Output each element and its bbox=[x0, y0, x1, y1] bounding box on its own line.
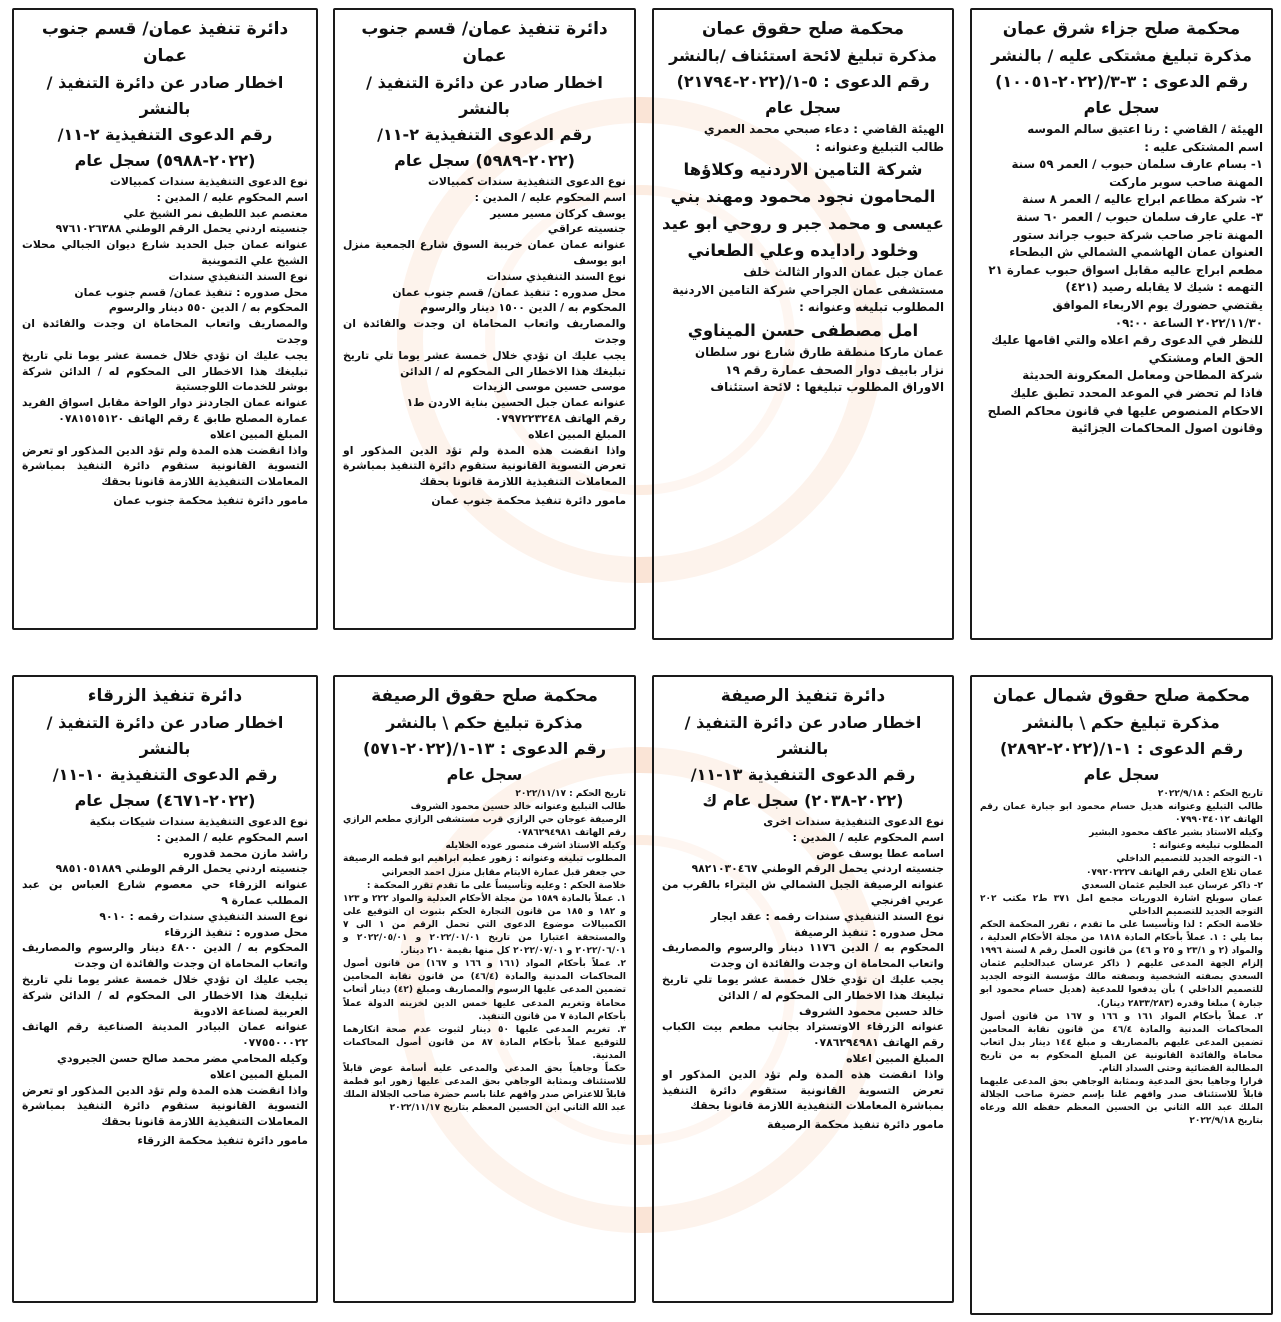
case-number: رقم الدعوى : ١٣-١/(٢٠٢٢-٥٧١) bbox=[362, 739, 607, 758]
case-number: رقم الدعوى التنفيذية ٢-١١/ bbox=[377, 125, 592, 144]
body-line: خالد حسين محمود الشروف bbox=[798, 1004, 944, 1018]
body-line: المبلغ المبين اعلاه bbox=[528, 427, 626, 441]
body-line: والمصاريف واتعاب المحاماة ان وجدت والفائدة ان وجدت bbox=[22, 317, 308, 346]
body-line: نوع الدعوى التنفيذية سندات كمبيالات bbox=[428, 175, 626, 188]
body-line: نوع السند التنفيذي سندات رقمه : عقد ايجار bbox=[710, 909, 944, 923]
notice-body bbox=[22, 814, 308, 1130]
body-line: عمان جبل عمان الدوار الثالث خلف bbox=[743, 265, 944, 280]
body-line: تاريخ الحكم : ٢٠٢٢/٩/١٨ bbox=[1157, 789, 1263, 799]
notice-title: محكمة صلح حقوق شمال عمان bbox=[992, 686, 1251, 706]
notice-zarqa-exec bbox=[12, 675, 318, 1303]
requester-name bbox=[662, 156, 944, 264]
body-line: ٢. عملاً بأحكام المواد ١٦١ و ١٦٦ و ١٦٧ من قانون أصول المحاكمات المدنية والمادة ٤٦/٤ من قانون نقابة المحامين تضمين المدعى عليهم بالمصاريف و مبلغ ١٤٤ دينار بدل اتعاب محاماة والفائدة القانونية عن المبلغ المحكوم به من تاريخ المطالبة القضائية وحتى السداد التام. bbox=[980, 1011, 1263, 1074]
body-line: عمان تلاع العلي رقم الهاتف ٠٧٩٢٠٢٢٢٧ bbox=[1085, 867, 1263, 878]
body-line: المبلغ المبين اعلاه bbox=[210, 1067, 308, 1081]
notice-subtitle: اخطار صادر عن دائرة التنفيذ / بالنشر bbox=[366, 73, 603, 118]
signature: مامور دائرة تنفيذ محكمة الرصيفة bbox=[767, 1118, 944, 1132]
body-line: المطلوب تبليغه وعنوانه : bbox=[1152, 841, 1263, 852]
registry: سجل عام bbox=[1083, 98, 1160, 117]
body-line: المبلغ المبين اعلاه bbox=[846, 1051, 944, 1065]
body-line: الرصيفة عوجان حي الرازي قرب مستشفى الرازي مطعم الرازي رقم الهاتف ٠٧٨٦٢٩٤٩٨١ bbox=[343, 815, 626, 839]
notice-title: محكمة صلح حقوق الرصيفة bbox=[371, 686, 598, 706]
body-line: ١- بسام عارف سلمان حبوب / العمر ٥٩ سنة bbox=[1011, 157, 1263, 172]
body-line: الاوراق المطلوب تبليغها : لائحة استئناف bbox=[710, 380, 944, 395]
registry: سجل عام bbox=[1083, 765, 1160, 784]
body-line: عمان ماركا منطقة طارق شارع نور سلطان bbox=[695, 344, 944, 359]
body-line: عنوانه عمان عمان خريبة السوق شارع الجمعية منزل ابو يوسف bbox=[343, 238, 626, 267]
body-line: المطلوب تبليغه وعنوانه : bbox=[799, 300, 944, 315]
body-line: ١. عملاً بالمادة ١٥٨٩ من مجلة الأحكام العدلية والمواد ٢٢٢ و ١٢٣ و ١٨٢ و ١٨٥ من قانون التجارة الحكم بثبوت ان التوقيع على الكمبيالات موضوع الدعوى التي تحمل الرقم من ١ الى ٧ والمستحقة اعتبارا من تاريخ ٢٠٢٢/٠١/٠١ و ٢٠٢٢/٠٥/٠١ و ٢٠٢٢/٠٦/٠١ و ٢٠٢٢/٠٧/٠١ كل منها بقيمة ٢١٠ دينار. bbox=[343, 893, 626, 957]
body-line: الهيئة القاضي : دعاء صبحي محمد العمري bbox=[703, 122, 944, 136]
registry: (٢٠٢٢-٥٩٨٨) سجل عام bbox=[74, 151, 256, 170]
case-number: رقم الدعوى : ٣-٣/(٢٠٢٢-١٠٠٥١) bbox=[995, 72, 1248, 91]
body-line: عنوانه الرصيفة الجبل الشمالي ش البتراء بالقرب من عربي افرنجي bbox=[662, 878, 944, 907]
body-line: المحكوم به / الدين ٥٥٠ دينار والرسوم bbox=[108, 301, 308, 315]
notice-subtitle: اخطار صادر عن دائرة التنفيذ / بالنشر bbox=[46, 73, 284, 118]
body-line: محل صدوره : تنفيذ الزرقاء bbox=[164, 925, 308, 939]
body-line: راشد مازن محمد قدوره bbox=[183, 846, 308, 860]
notice-body bbox=[343, 788, 626, 1115]
body-line: عنوانه الزرقاء الاوتستراد بجانب مطعم بيت الكباب رقم الهاتف ٠٧٨٦٢٩٤٩٨١ bbox=[662, 1020, 944, 1050]
registry: (٢٠٢٢-٤٦٧١) سجل عام bbox=[74, 791, 256, 810]
case-number: رقم الدعوى : ٥-١/(٢٠٢٢-٢١٧٩٤) bbox=[676, 72, 930, 91]
notice-body bbox=[343, 174, 626, 490]
body-line: جنسيته اردني يحمل الرقم الوطني ٩٨٥١٠٥١٨٨٩ bbox=[55, 862, 308, 876]
body-line: ٢. عملاً بأحكام المواد (١٦١ و ١٦٦ و ١٦٧) من قانون أصول المحاكمات المدنية والمادة (٤٦/٤) من قانون نقابة المحامين تضمين المدعى عليها الرسوم والمصاريف ومبلغ (٤٢) دينار أتعاب محاماة وتغريم المدعى عليها خمس الدين لخزينه الدولة عملاً بأحكام المادة ٧ من قانون التنفيذ. bbox=[343, 959, 626, 1022]
body-line: ١- التوجه الجديد للتصميم الداخلي bbox=[1116, 854, 1263, 865]
requester-line: عيسى و محمد جبر و روحي ابو عيد bbox=[662, 214, 944, 234]
notice-subtitle: مذكرة تبليغ حكم \ بالنشر bbox=[386, 713, 583, 732]
notice-sharq-amman bbox=[970, 8, 1273, 640]
body-line: ٣- علي عارف سلمان حبوب / العمر ٦٠ سنة bbox=[1016, 209, 1263, 224]
notice-subtitle: اخطار صادر عن دائرة التنفيذ / بالنشر bbox=[46, 713, 284, 758]
body-line: نوع السند التنفيذي سندات bbox=[168, 269, 308, 283]
body-line: طالب التبليغ وعنوانه : bbox=[815, 139, 944, 154]
body-line: عمان سويلح اشارة الدوريات مجمع امل ٣٧١ ط٢ مكتب ٢٠٢ التوجه الجديد للتصميم الداخلي bbox=[980, 893, 1263, 917]
notice-body bbox=[980, 121, 1263, 438]
body-line: وقانون اصول المحاكمات الجزائية bbox=[1071, 421, 1263, 436]
registry: سجل عام bbox=[765, 98, 841, 117]
body-line: وكيله الاستاذ اشرف منصور عوده الخلايله bbox=[445, 841, 626, 852]
notice-body bbox=[22, 174, 308, 490]
notice-rusaifa-exec bbox=[652, 675, 954, 1303]
body-line: عنوانه عمان جبل الحديد شارع ديوان الجبالي محلات الشيخ علي التموينية bbox=[22, 238, 308, 267]
body-line: اسم المحكوم عليه / المدين : bbox=[156, 830, 308, 844]
body-line: اسم المشتكى عليه : bbox=[1144, 139, 1263, 154]
body-line: قرارا وجاهيا بحق المدعية وبمثابة الوجاهي بحق المدعى عليهما قابلاً للاستئناف صدر وافهم علنا بإسم حضرة صاحب الجلالة الملك عبد الله الثاني بن الحسين المعظم حفظه الله ورعاه بتاريخ ٢٠٢٢/٩/١٨ bbox=[980, 1077, 1263, 1127]
body-line: نوع الدعوى التنفيذية سندات شيكات بنكية bbox=[89, 815, 308, 828]
notice-body bbox=[662, 264, 944, 317]
body-line: خلاصة الحكم : لذا وتأسيسا على ما تقدم ، تقرر المحكمة الحكم بما يلي : ١. عملاً بأحكام المادة ١٨١٨ من مجلة الأحكام العدلية ، والمواد (٢ و ٢٣/١ و ٢٥ و ٤٦) من قانون العمل رقم ٨ لسنة ١٩٩٦ إلزام الجهة المدعى عليهم ( ذاكر عرسان عبدالحليم عثمان السعدي بصفته الشخصية وبصفته مالك مؤسسة التوجه الجديد للتصميم الداخلي ) بأن يدفعوا للمدعية (هديل حسام محمود ابو جبارة ) مبلغا وقدره (٢٨٣٣/٢٨٣ دينار). bbox=[980, 919, 1264, 1009]
body-line: نوع الدعوى التنفيذية سندات اخرى bbox=[763, 815, 944, 828]
notice-subtitle: مذكرة تبليغ مشتكى عليه / بالنشر bbox=[991, 46, 1252, 65]
body-line: ٢- ذاكر عرسان عبد الحليم عثمان السعدي bbox=[1081, 880, 1263, 891]
body-line: للنظر في الدعوى رقم اعلاه والتي اقامها عليك bbox=[991, 333, 1263, 348]
body-line: رقم الهاتف ٠٧٩٧٢٢٣٢٤٨ bbox=[494, 411, 626, 425]
body-line: وكيله المحامي مضر محمد صالح حسن الجيرودي bbox=[57, 1051, 308, 1065]
body-line: العنوان عمان الهاشمي الشمالي ش البطحاء bbox=[1009, 245, 1263, 260]
body-line: نزار بابيف دوار الصحف عمارة رقم ١٩ bbox=[725, 362, 944, 377]
notice-amman-rights bbox=[652, 8, 954, 640]
body-line: يجب عليك ان تؤدي خلال خمسة عشر يوما تلي تاريخ تبليغك هذا الاخطار الى المحكوم له / الدائن bbox=[343, 348, 626, 378]
notice-subtitle: مذكرة تبليغ لائحة استئناف /بالنشر bbox=[669, 46, 937, 65]
body-line: نوع السند التنفيذي سندات bbox=[486, 269, 626, 283]
body-line: المهنة تاجر صاحب شركة حبوب جراند ستور bbox=[1013, 227, 1263, 242]
requester-line: شركة التامين الاردنيه وكلاؤها bbox=[683, 160, 923, 180]
body-line: الحق العام ومشتكي bbox=[1148, 350, 1263, 365]
notice-subtitle: مذكرة تبليغ حكم \ بالنشر bbox=[1023, 713, 1220, 732]
body-line: المبلغ المبين اعلاه bbox=[210, 427, 308, 441]
body-line: والمصاريف واتعاب المحاماة ان وجدت والفائدة ان وجدت bbox=[343, 317, 626, 346]
notice-subtitle: اخطار صادر عن دائرة التنفيذ / بالنشر bbox=[684, 713, 922, 758]
case-number: رقم الدعوى : ١-١/(٢٠٢٢-٢٨٩٢) bbox=[999, 739, 1244, 758]
notice-title: دائرة تنفيذ عمان/ قسم جنوب عمان bbox=[361, 19, 608, 66]
notice-north-amman-rights bbox=[970, 675, 1273, 1315]
body-line: المحكوم به / الدين ٤٨٠٠ دينار والرسوم والمصاريف واتعاب المحاماة ان وجدت والفائدة ان وجدت bbox=[22, 941, 308, 971]
body-line: خلاصة الحكم : وعليه وتأسيساً على ما تقدم تقرر المحكمة : bbox=[366, 880, 626, 891]
case-number: رقم الدعوى التنفيذية ٢-١١/ bbox=[57, 125, 273, 144]
body-line: المطلوب تبليغه وعنوانه : زهور عطيه ابراهيم ابو قطمه الرصيفة حي جعفر قبل عمارة الايتام مقابل منزل احمد الجعراني bbox=[343, 854, 626, 878]
signature: مامور دائرة تنفيذ محكمة جنوب عمان bbox=[431, 493, 626, 507]
notice-body bbox=[980, 788, 1263, 1128]
body-line: فاذا لم تحضر في الموعد المحدد تطبق عليك bbox=[1010, 385, 1263, 400]
notice-body bbox=[662, 344, 944, 397]
body-line: جنسيته اردني يحمل الرقم الوطني ٩٨٢١٠٣٠٤٦٧ bbox=[691, 862, 944, 876]
body-line: المهنة صاحب سوبر ماركت bbox=[1109, 174, 1263, 189]
body-line: واذا انقضت هذه المدة ولم تؤد الدين المذكور او تعرض التسوية القانونية ستقوم دائرة التنفيذ بمباشرة المعاملات التنفيذية اللازمة قانونا بحقك bbox=[22, 443, 308, 489]
body-line: شركة المطاحن ومعامل المعكرونة الحديثة bbox=[1022, 368, 1263, 383]
body-line: موسى حسين موسى الزيدات bbox=[472, 380, 626, 394]
requester-line: وخلود رادايده وعلي الطعاني bbox=[687, 241, 919, 261]
body-line: ٣. تغريم المدعى عليها ٥٠ دينار لثبوت عدم صحة انكارهما للتوقيع عملاً بأحكام المادة ٨٧ من قانون أصول المحاكمات المدنية. bbox=[343, 1024, 627, 1061]
body-line: نوع السند التنفيذي سندات رقمه : ٩٠١٠ bbox=[99, 909, 308, 923]
body-line: حكماً وجاهياً بحق المدعي والمدعى عليه أسامة عوض قابلاً للاستئناف وبمثابة الوجاهي بحق المدعى عليها زهور ابو قطمة قابلاً للاعتراض صدر وافهم علنا باسم حضرة صاحب الجلالة الملك عبد الله الثاني ابن الحسين المعظم بتاريخ ٢٠٢٢/١١/١٧ bbox=[343, 1063, 626, 1114]
body-line: محل صدوره : تنفيذ عمان/ قسم جنوب عمان bbox=[392, 285, 626, 299]
case-number: رقم الدعوى التنفيذية ١٠-١١/ bbox=[52, 765, 278, 784]
body-line: مطعم ابراج عاليه مقابل اسواق حبوب عمارة ٢١ bbox=[988, 262, 1263, 277]
body-line: المحكوم به / الدين ١١٧٦ دينار والرسوم والمصاريف واتعاب المحاماة ان وجدت والفائدة ان وجدت bbox=[662, 941, 944, 971]
body-line: واذا انقضت هذه المدة ولم تؤد الدين المذكور او تعرض التسوية القانونية ستقوم دائرة التنفيذ بمباشرة المعاملات التنفيذية اللازمة قانونا بحقك bbox=[343, 443, 626, 489]
recipient-name: امل مصطفى حسن الميناوي bbox=[687, 320, 919, 340]
body-line: وكيله الاستاذ بشير عاكف محمود البشير bbox=[1089, 828, 1263, 839]
signature: مامور دائرة تنفيذ محكمة الزرقاء bbox=[137, 1133, 308, 1147]
notice-body bbox=[662, 814, 944, 1114]
body-line: عنوانه الزرقاء حي معصوم شارع العباس بن عبد المطلب عمارة ٩ bbox=[22, 878, 308, 907]
body-line: جنسيته اردني يحمل الرقم الوطني ٩٧٦١٠٢٦٣٨٨ bbox=[55, 222, 308, 236]
notice-title: دائرة تنفيذ الزرقاء bbox=[87, 686, 243, 706]
body-line: واذا انقضت هذه المدة ولم تؤد الدين المذكور او تعرض التسوية القانونية ستقوم دائرة التنفيذ بمباشرة المعاملات التنفيذية اللازمة قانونا بحقك bbox=[662, 1067, 944, 1113]
body-line: يقتضي حضورك يوم الاربعاء الموافق bbox=[1052, 297, 1263, 312]
registry: سجل عام bbox=[446, 765, 523, 784]
notice-body bbox=[662, 121, 944, 156]
body-line: التهمه : شيك لا يقابله رصيد (٤٢١) bbox=[1065, 280, 1263, 295]
body-line: واذا انقضت هذه المدة ولم تؤد الدين المذكور او تعرض التسوية القانونية ستقوم دائرة التنفيذ بمباشرة المعاملات التنفيذية اللازمة قانونا بحقك bbox=[22, 1083, 308, 1129]
body-line: ٢- شركة مطاعم ابراج عاليه / العمر ٨ سنة bbox=[1021, 192, 1263, 207]
body-line: الهيئة / القاضي : رنا اعتيق سالم الموسه bbox=[1027, 122, 1263, 136]
body-line: طالب التبليغ وعنوانه خالد حسين محمود الشروف bbox=[410, 802, 626, 813]
notice-title: محكمة صلح حقوق عمان bbox=[702, 19, 904, 39]
body-line: يجب عليك ان تؤدي خلال خمسة عشر يوما تلي تاريخ تبليغك هذا الاخطار الى المحكوم له / الدائن bbox=[662, 972, 944, 1002]
body-line: ٢٠٢٢/١١/٣٠ الساعة ٠٩:٠٠ bbox=[1114, 315, 1263, 330]
notice-title: دائرة تنفيذ الرصيفة bbox=[720, 686, 886, 706]
body-line: اسم المحكوم عليه / المدين : bbox=[792, 830, 944, 844]
body-line: طالب التبليغ وعنوانه هديل حسام محمود ابو جبارة عمان رقم الهاتف ٠٧٩٩٠٣٤٠١٢ bbox=[980, 802, 1263, 826]
body-line: يوسف كركان مسير مسير bbox=[490, 206, 626, 220]
signature: مامور دائرة تنفيذ محكمة جنوب عمان bbox=[113, 493, 308, 507]
body-line: المحكوم به / الدين ١٥٠٠ دينار والرسوم bbox=[420, 301, 626, 315]
body-line: عنوانه عمان الجاردنز دوار الواحة مقابل اسواق الفريد عمارة المصلح طابق ٤ رقم الهاتف ٠٧٨١٥١٥١٢٠ bbox=[22, 396, 308, 425]
body-line: محل صدوره : تنفيذ الرصيفة bbox=[794, 925, 944, 939]
body-line: يجب عليك ان تؤدي خلال خمسة عشر يوما تلي تاريخ تبليغك هذا الاخطار الى المحكوم له / الدائن شركة بوشر للخدمات اللوجستية bbox=[22, 348, 308, 394]
body-line: عنوانه عمان البيادر المدينة الصناعية رقم الهاتف ٠٧٧٥٥٠٠٠٢٢ bbox=[22, 1020, 308, 1050]
registry: (٢٠٢٢-٢٠٣٨) سجل عام ك bbox=[702, 791, 904, 810]
body-line: مستشفى عمان الجراحي شركة التامين الاردنية bbox=[672, 282, 944, 297]
notice-title: دائرة تنفيذ عمان/ قسم جنوب عمان bbox=[41, 19, 289, 66]
body-line: اسامه عطا يوسف عوض bbox=[816, 846, 944, 860]
body-line: عنوانه عمان جبل الحسين بناية الاردن ط١ bbox=[406, 396, 626, 410]
body-line: اسم المحكوم عليه / المدين : bbox=[156, 190, 308, 204]
body-line: تاريخ الحكم : ٢٠٢٢/١١/١٧ bbox=[515, 789, 626, 799]
notice-rusaifa-rights bbox=[333, 675, 636, 1303]
body-line: يجب عليك ان تؤدي خلال خمسة عشر يوما تلي تاريخ تبليغك هذا الاخطار الى المحكوم له / الدائن شركة العربية لصناعة الادوية bbox=[22, 972, 308, 1018]
body-line: محل صدوره : تنفيذ عمان/ قسم جنوب عمان bbox=[74, 285, 308, 299]
notice-south-amman-exec-5989 bbox=[333, 8, 636, 630]
body-line: الاحكام المنصوص عليها في قانون محاكم الصلح bbox=[987, 403, 1263, 418]
body-line: نوع الدعوى التنفيذية سندات كمبيالات bbox=[110, 175, 308, 188]
requester-line: المحامون نجود محمود ومهند بني bbox=[670, 187, 936, 207]
notice-title: محكمة صلح جزاء شرق عمان bbox=[1002, 19, 1241, 39]
body-line: اسم المحكوم عليه / المدين : bbox=[474, 190, 626, 204]
body-line: معتصم عبد اللطيف نمر الشيخ علي bbox=[123, 206, 308, 220]
body-line: جنسيته عراقي bbox=[547, 222, 626, 236]
notice-south-amman-exec-5988 bbox=[12, 8, 318, 630]
registry: (٢٠٢٢-٥٩٨٩) سجل عام bbox=[394, 151, 575, 170]
case-number: رقم الدعوى التنفيذية ١٣-١١/ bbox=[690, 765, 916, 784]
